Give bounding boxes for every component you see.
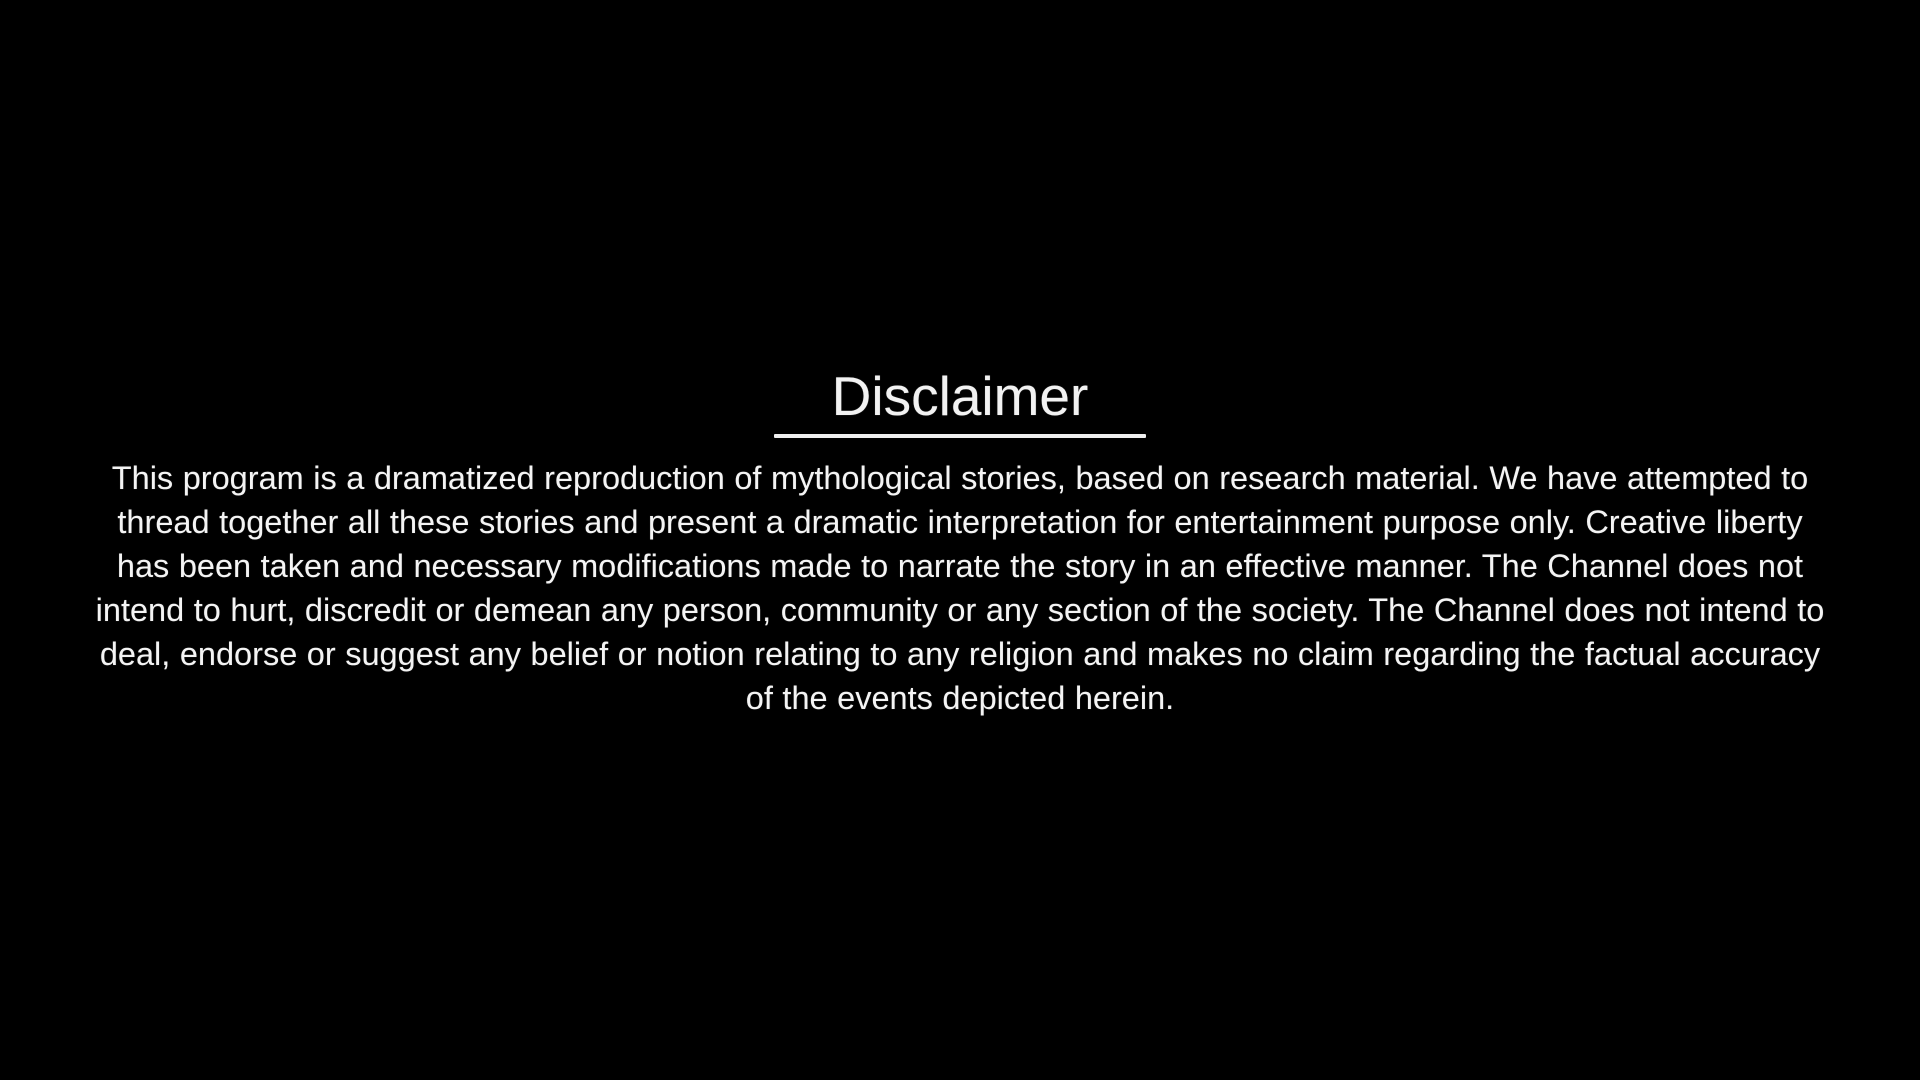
page-title: Disclaimer — [831, 365, 1089, 427]
disclaimer-body-text: This program is a dramatized reproduction of mythological stories, based on research material. We have attempted to thread together all these stories and present a dramatic interpretation for entertainment purpose only. Creative liberty has been taken and necessary modifications made to narrate the story in an effective manner. The Channel does not intend to hurt, discredit or demean any person, community or any section of the society. The Channel does not intend to deal, endorse or suggest any belief or notion relating to any religion and makes no claim regarding the factual accuracy of the events depicted herein. — [95, 459, 1825, 716]
disclaimer-block — [80, 365, 1840, 720]
title-underline-divider — [774, 434, 1146, 438]
